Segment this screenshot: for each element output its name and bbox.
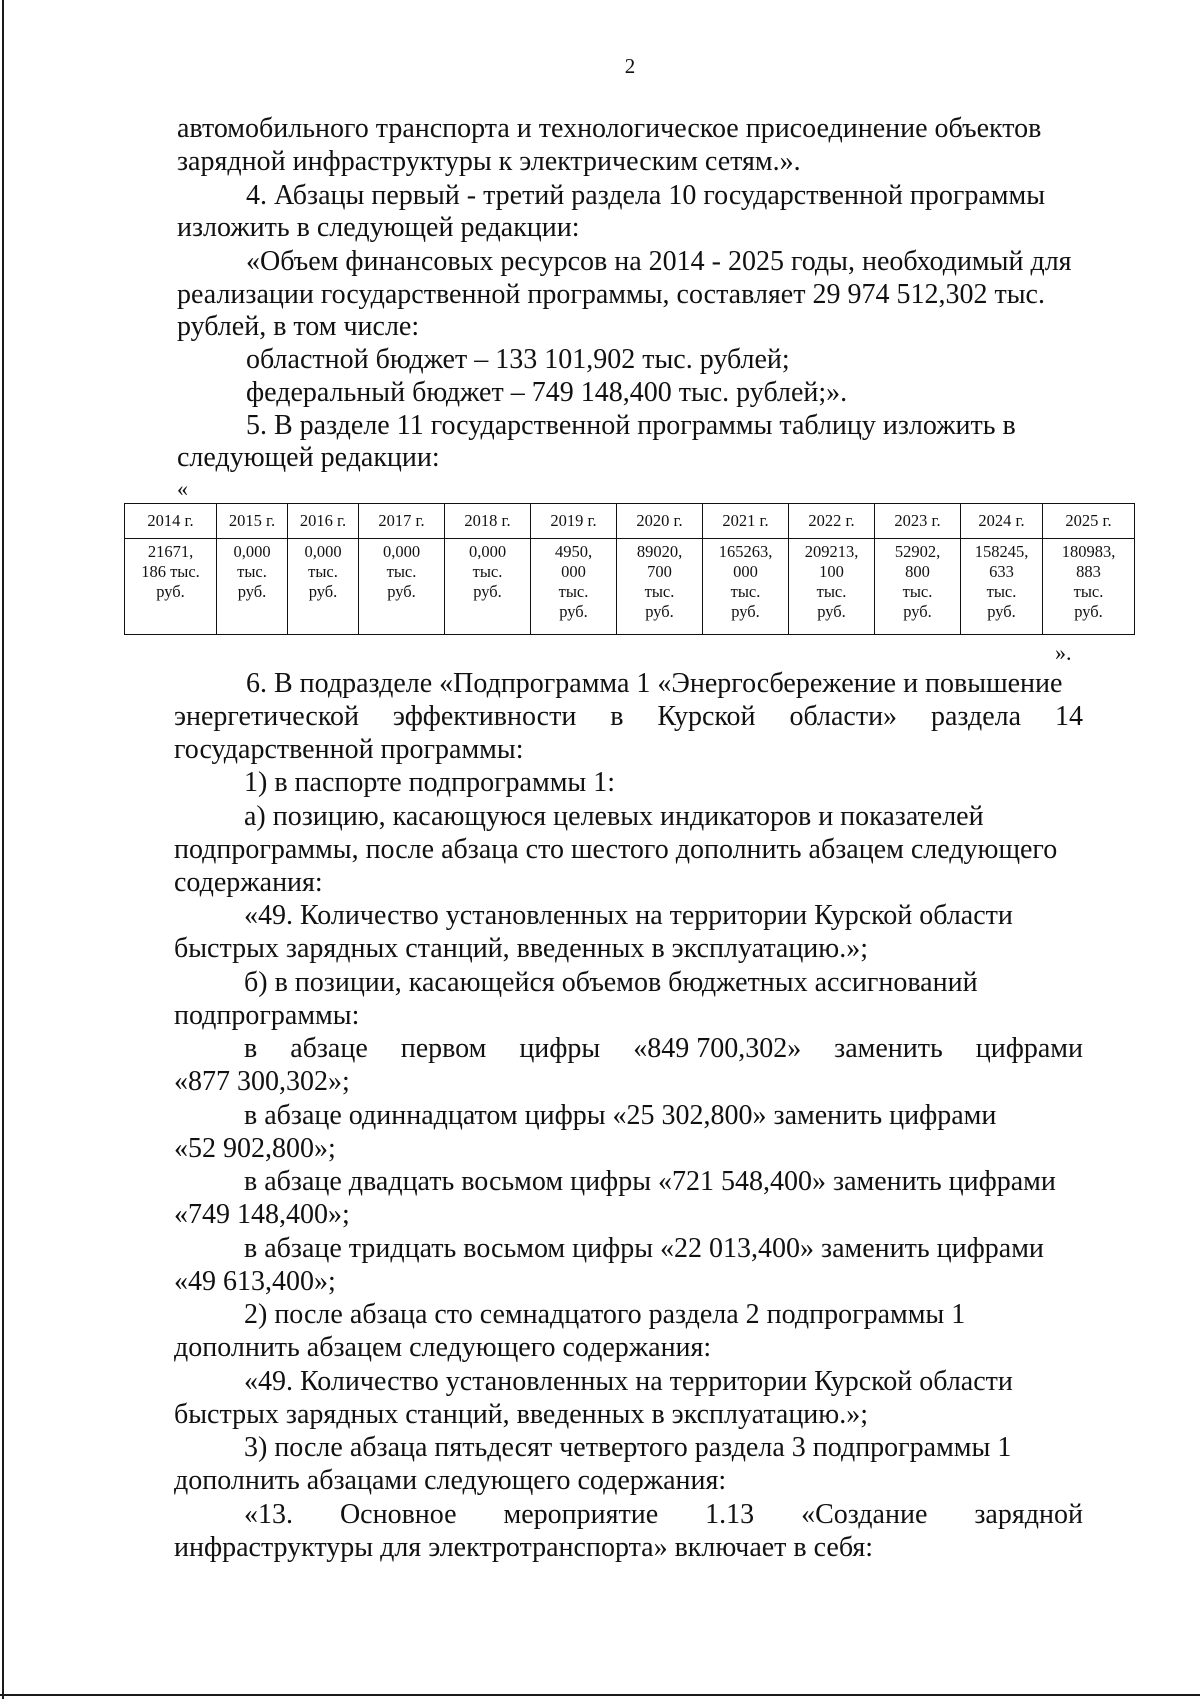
amount-cell: 21671, 186 тыс. руб. — [125, 539, 217, 635]
text-line: б) в позиции, касающейся объемов бюджетных ассигнований — [244, 967, 978, 998]
text-line: «49. Количество установленных на территории Курской области — [244, 1366, 1013, 1397]
close-quote: ». — [1055, 640, 1072, 665]
text-line: дополнить абзацем следующего содержания: — [174, 1332, 712, 1363]
text-line: в абзаце одиннадцатом цифры «25 302,800» заменить цифрами — [244, 1100, 997, 1131]
amount-cell: 165263, 000 тыс. руб. — [703, 539, 789, 635]
page-number: 2 — [624, 54, 636, 78]
year-header: 2020 г. — [617, 504, 703, 539]
amount-cell: 0,000 тыс. руб. — [288, 539, 359, 635]
text-line: 6. В подразделе «Подпрограмма 1 «Энергосбережение и повышение — [246, 668, 1063, 699]
year-header: 2022 г. — [789, 504, 875, 539]
year-header: 2024 г. — [961, 504, 1043, 539]
year-header: 2025 г. — [1043, 504, 1135, 539]
text-line: 2) после абзаца сто семнадцатого раздела 2 подпрограммы 1 — [244, 1299, 966, 1330]
year-header: 2019 г. — [531, 504, 617, 539]
year-header: 2018 г. — [445, 504, 531, 539]
amount-cell: 89020, 700 тыс. руб. — [617, 539, 703, 635]
year-header: 2015 г. — [217, 504, 288, 539]
text-line: быстрых зарядных станций, введенных в эксплуатацию.»; — [174, 933, 868, 964]
text-line: «49 613,400»; — [174, 1266, 336, 1297]
text-line-justified: энергетической эффективности в Курской области» раздела 14 — [174, 701, 1083, 732]
text-line: автомобильного транспорта и технологическое присоединение объектов — [177, 113, 1042, 144]
text-line: «49. Количество установленных на территории Курской области — [244, 900, 1013, 931]
text-line: федеральный бюджет – 749 148,400 тыс. рублей;». — [246, 377, 848, 408]
text-line: рублей, в том числе: — [177, 311, 420, 342]
text-line: в абзаце двадцать восьмом цифры «721 548,400» заменить цифрами — [244, 1166, 1056, 1197]
text-line: подпрограммы, после абзаца сто шестого дополнить абзацем следующего — [174, 834, 1058, 865]
text-line: в абзаце тридцать восьмом цифры «22 013,400» заменить цифрами — [244, 1233, 1044, 1264]
table-header-row — [125, 504, 1135, 539]
year-header: 2016 г. — [288, 504, 359, 539]
year-header: 2017 г. — [359, 504, 445, 539]
text-line: быстрых зарядных станций, введенных в эксплуатацию.»; — [174, 1399, 868, 1430]
amount-cell: 0,000 тыс. руб. — [217, 539, 288, 635]
text-line: зарядной инфраструктуры к электрическим сетям.». — [177, 146, 801, 177]
year-header: 2021 г. — [703, 504, 789, 539]
text-line: «749 148,400»; — [174, 1199, 350, 1230]
text-line-justified: «13. Основное мероприятие 1.13 «Создание зарядной — [244, 1499, 1083, 1530]
text-line: 5. В разделе 11 государственной программы таблицу изложить в — [246, 410, 1016, 441]
text-line: областной бюджет – 133 101,902 тыс. рублей; — [246, 344, 790, 375]
text-line: государственной программы: — [174, 734, 524, 765]
text-line: реализации государственной программы, составляет 29 974 512,302 тыс. — [177, 279, 1045, 310]
text-line: «52 902,800»; — [174, 1133, 336, 1164]
amount-cell: 52902, 800 тыс. руб. — [875, 539, 961, 635]
amount-cell: 0,000 тыс. руб. — [445, 539, 531, 635]
financing-table — [124, 503, 1135, 635]
amount-cell: 158245, 633 тыс. руб. — [961, 539, 1043, 635]
year-header: 2014 г. — [125, 504, 217, 539]
text-line: «Объем финансовых ресурсов на 2014 - 2025 годы, необходимый для — [246, 246, 1072, 277]
text-line: а) позицию, касающуюся целевых индикаторов и показателей — [244, 801, 984, 832]
text-line: 3) после абзаца пятьдесят четвертого раздела 3 подпрограммы 1 — [244, 1432, 1012, 1463]
amount-cell: 209213, 100 тыс. руб. — [789, 539, 875, 635]
year-header: 2023 г. — [875, 504, 961, 539]
open-quote: « — [177, 476, 188, 501]
text-line: подпрограммы: — [174, 1000, 360, 1031]
text-line: инфраструктуры для электротранспорта» включает в себя: — [174, 1532, 874, 1563]
text-line: «877 300,302»; — [174, 1066, 350, 1097]
text-line: содержания: — [174, 867, 323, 898]
text-line: 4. Абзацы первый - третий раздела 10 государственной программы — [246, 180, 1046, 211]
text-line: изложить в следующей редакции: — [177, 212, 580, 243]
scan-edge-left — [2, 0, 4, 1699]
amount-cell: 4950, 000 тыс. руб. — [531, 539, 617, 635]
amount-cell: 180983, 883 тыс. руб. — [1043, 539, 1135, 635]
amount-cell: 0,000 тыс. руб. — [359, 539, 445, 635]
text-line-justified: в абзаце первом цифры «849 700,302» заменить цифрами — [244, 1033, 1083, 1064]
table-row — [125, 539, 1135, 635]
text-line: следующей редакции: — [177, 442, 440, 473]
scan-edge-bottom — [0, 1694, 1200, 1696]
text-line: 1) в паспорте подпрограммы 1: — [244, 767, 616, 798]
text-line: дополнить абзацами следующего содержания: — [174, 1465, 727, 1496]
